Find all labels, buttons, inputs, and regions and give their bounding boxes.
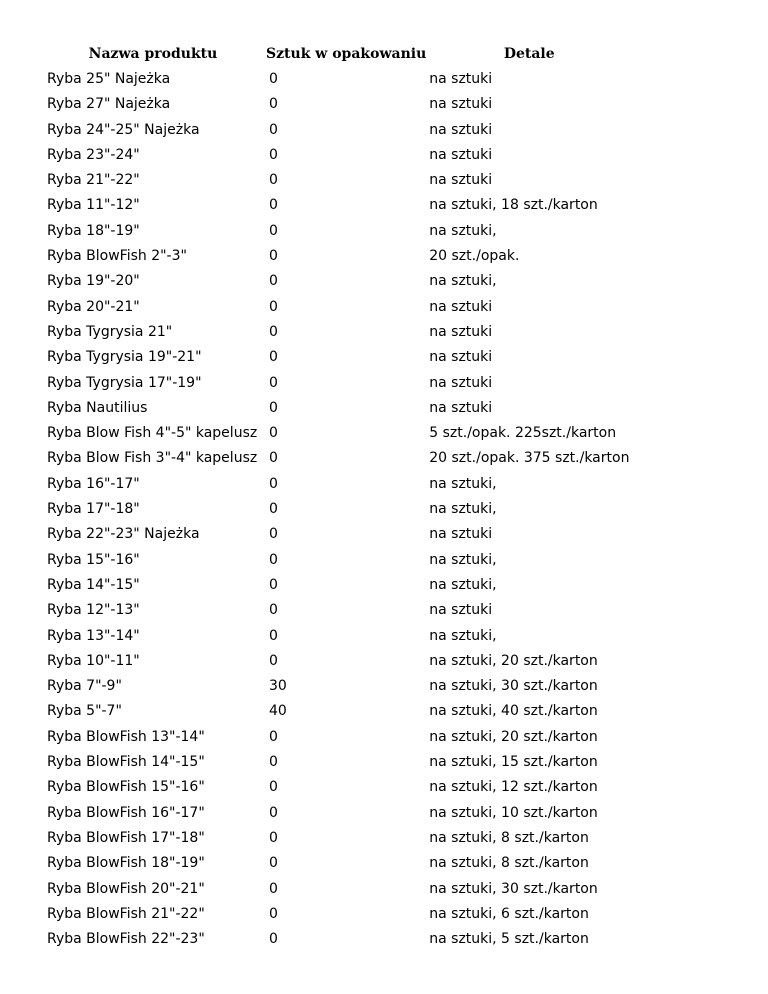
quantity-cell: 0 bbox=[269, 754, 278, 771]
quantity-cell: 0 bbox=[269, 425, 278, 442]
quantity-cell: 0 bbox=[269, 71, 278, 87]
product-name-cell: Ryba 7"-9" bbox=[47, 678, 122, 695]
table-row bbox=[44, 295, 686, 320]
quantity-cell: 0 bbox=[269, 501, 278, 518]
product-name-cell: Ryba 15"-16" bbox=[47, 551, 140, 568]
details-cell: na sztuki, bbox=[429, 627, 497, 644]
quantity-cell: 0 bbox=[269, 551, 278, 568]
table-row bbox=[44, 472, 686, 497]
product-table bbox=[44, 42, 686, 952]
details-cell: na sztuki bbox=[429, 121, 493, 138]
product-name-cell: Ryba Tygrysia 21" bbox=[47, 323, 173, 340]
quantity-cell: 0 bbox=[269, 475, 278, 492]
table-row bbox=[44, 598, 686, 623]
quantity-cell: 0 bbox=[269, 779, 278, 796]
column-header-details: Detale bbox=[503, 46, 555, 62]
quantity-cell: 0 bbox=[269, 804, 278, 821]
quantity-cell: 0 bbox=[269, 248, 278, 265]
product-name-cell: Ryba 25" Najeżka bbox=[47, 71, 171, 87]
details-cell: na sztuki, bbox=[429, 551, 497, 568]
details-cell: 20 szt./opak. bbox=[429, 248, 520, 265]
details-cell: na sztuki bbox=[429, 602, 493, 619]
details-cell: na sztuki, 15 szt./karton bbox=[429, 754, 598, 771]
details-cell: na sztuki bbox=[429, 349, 493, 366]
quantity-cell: 0 bbox=[269, 222, 278, 239]
quantity-cell: 0 bbox=[269, 526, 278, 543]
table-row bbox=[44, 775, 686, 800]
details-cell: na sztuki bbox=[429, 374, 493, 391]
product-name-cell: Ryba 22"-23" Najeżka bbox=[47, 526, 200, 543]
column-header-quantity: Sztuk w opakowaniu bbox=[266, 46, 427, 62]
quantity-cell: 0 bbox=[269, 146, 278, 163]
product-name-cell: Ryba BlowFish 14"-15" bbox=[47, 754, 205, 771]
product-name-cell: Ryba BlowFish 16"-17" bbox=[47, 804, 205, 821]
quantity-cell: 0 bbox=[269, 602, 278, 619]
table-row bbox=[44, 143, 686, 168]
product-name-cell: Ryba 14"-15" bbox=[47, 576, 140, 593]
table-row bbox=[44, 446, 686, 471]
quantity-cell: 0 bbox=[269, 905, 278, 922]
details-cell: 5 szt./opak. 225szt./karton bbox=[429, 425, 617, 442]
product-name-cell: Ryba 20"-21" bbox=[47, 298, 140, 315]
product-name-cell: Ryba 19"-20" bbox=[47, 273, 140, 290]
quantity-cell: 0 bbox=[269, 374, 278, 391]
product-name-cell: Ryba BlowFish 20"-21" bbox=[47, 880, 205, 897]
table-row bbox=[44, 851, 686, 876]
quantity-cell: 0 bbox=[269, 627, 278, 644]
table-row bbox=[44, 877, 686, 902]
quantity-cell: 0 bbox=[269, 298, 278, 315]
table-row bbox=[44, 371, 686, 396]
product-name-cell: Ryba 10"-11" bbox=[47, 652, 140, 669]
table-row bbox=[44, 396, 686, 421]
product-name-cell: Ryba 21"-22" bbox=[47, 172, 140, 189]
quantity-cell: 0 bbox=[269, 450, 278, 467]
details-cell: na sztuki, 18 szt./karton bbox=[429, 197, 598, 214]
product-name-cell: Ryba 23"-24" bbox=[47, 146, 140, 163]
details-cell: na sztuki, bbox=[429, 475, 497, 492]
product-name-cell: Ryba 18"-19" bbox=[47, 222, 140, 239]
product-name-cell: Ryba BlowFish 21"-22" bbox=[47, 905, 205, 922]
product-name-cell: Ryba BlowFish 2"-3" bbox=[47, 248, 187, 265]
table-row bbox=[44, 92, 686, 117]
table-row bbox=[44, 244, 686, 269]
product-name-cell: Ryba BlowFish 13"-14" bbox=[47, 728, 205, 745]
product-name-cell: Ryba 12"-13" bbox=[47, 602, 140, 619]
quantity-cell: 0 bbox=[269, 880, 278, 897]
quantity-cell: 0 bbox=[269, 829, 278, 846]
quantity-cell: 0 bbox=[269, 931, 278, 948]
details-cell: na sztuki, bbox=[429, 576, 497, 593]
product-name-cell: Ryba 13"-14" bbox=[47, 627, 140, 644]
product-name-cell: Ryba Blow Fish 3"-4" kapelusz bbox=[47, 450, 258, 467]
details-cell: na sztuki, 5 szt./karton bbox=[429, 931, 589, 948]
table-row bbox=[44, 649, 686, 674]
product-name-cell: Ryba Blow Fish 4"-5" kapelusz bbox=[47, 425, 258, 442]
details-cell: na sztuki, bbox=[429, 501, 497, 518]
table-row bbox=[44, 801, 686, 826]
product-name-cell: Ryba Nautilius bbox=[47, 399, 148, 416]
product-name-cell: Ryba 16"-17" bbox=[47, 475, 140, 492]
details-cell: na sztuki, 20 szt./karton bbox=[429, 728, 598, 745]
details-cell: na sztuki bbox=[429, 323, 493, 340]
details-cell: na sztuki, 40 szt./karton bbox=[429, 703, 598, 720]
quantity-cell: 40 bbox=[269, 703, 287, 720]
table-row bbox=[44, 320, 686, 345]
details-cell: na sztuki, 8 szt./karton bbox=[429, 829, 589, 846]
product-name-cell: Ryba Tygrysia 19"-21" bbox=[47, 349, 202, 366]
details-cell: na sztuki, 8 szt./karton bbox=[429, 855, 589, 872]
table-row bbox=[44, 548, 686, 573]
details-cell: na sztuki bbox=[429, 526, 493, 543]
quantity-cell: 0 bbox=[269, 172, 278, 189]
product-name-cell: Ryba 11"-12" bbox=[47, 197, 140, 214]
details-cell: na sztuki, 30 szt./karton bbox=[429, 880, 598, 897]
table-row bbox=[44, 168, 686, 193]
quantity-cell: 0 bbox=[269, 349, 278, 366]
quantity-cell: 0 bbox=[269, 323, 278, 340]
quantity-cell: 30 bbox=[269, 678, 287, 695]
table-row bbox=[44, 118, 686, 143]
details-cell: na sztuki, bbox=[429, 273, 497, 290]
column-header-product-name: Nazwa produktu bbox=[88, 46, 218, 62]
quantity-cell: 0 bbox=[269, 728, 278, 745]
quantity-cell: 0 bbox=[269, 121, 278, 138]
table-row bbox=[44, 725, 686, 750]
details-cell: na sztuki bbox=[429, 96, 493, 113]
table-row bbox=[44, 750, 686, 775]
table-header bbox=[44, 42, 686, 67]
table-row bbox=[44, 497, 686, 522]
quantity-cell: 0 bbox=[269, 273, 278, 290]
product-name-cell: Ryba 24"-25" Najeżka bbox=[47, 121, 200, 138]
table-row bbox=[44, 826, 686, 851]
quantity-cell: 0 bbox=[269, 96, 278, 113]
details-cell: na sztuki, 20 szt./karton bbox=[429, 652, 598, 669]
quantity-cell: 0 bbox=[269, 652, 278, 669]
product-name-cell: Ryba Tygrysia 17"-19" bbox=[47, 374, 202, 391]
quantity-cell: 0 bbox=[269, 576, 278, 593]
details-cell: 20 szt./opak. 375 szt./karton bbox=[429, 450, 630, 467]
details-cell: na sztuki bbox=[429, 172, 493, 189]
quantity-cell: 0 bbox=[269, 197, 278, 214]
details-cell: na sztuki, 30 szt./karton bbox=[429, 678, 598, 695]
table-row bbox=[44, 699, 686, 724]
product-name-cell: Ryba BlowFish 22"-23" bbox=[47, 931, 205, 948]
product-name-cell: Ryba 5"-7" bbox=[47, 703, 122, 720]
table-row bbox=[44, 67, 686, 92]
product-name-cell: Ryba 27" Najeżka bbox=[47, 96, 171, 113]
product-name-cell: Ryba BlowFish 18"-19" bbox=[47, 855, 205, 872]
table-row bbox=[44, 522, 686, 547]
details-cell: na sztuki bbox=[429, 71, 493, 87]
table-row bbox=[44, 674, 686, 699]
product-name-cell: Ryba 17"-18" bbox=[47, 501, 140, 518]
table-row bbox=[44, 927, 686, 952]
product-name-cell: Ryba BlowFish 17"-18" bbox=[47, 829, 205, 846]
table-row bbox=[44, 219, 686, 244]
details-cell: na sztuki bbox=[429, 399, 493, 416]
table-row bbox=[44, 902, 686, 927]
details-cell: na sztuki bbox=[429, 146, 493, 163]
details-cell: na sztuki bbox=[429, 298, 493, 315]
table-row bbox=[44, 573, 686, 598]
header-row bbox=[44, 42, 686, 67]
quantity-cell: 0 bbox=[269, 855, 278, 872]
table-row bbox=[44, 269, 686, 294]
details-cell: na sztuki, 6 szt./karton bbox=[429, 905, 589, 922]
table-row bbox=[44, 624, 686, 649]
table-row bbox=[44, 345, 686, 370]
details-cell: na sztuki, bbox=[429, 222, 497, 239]
details-cell: na sztuki, 10 szt./karton bbox=[429, 804, 598, 821]
table-row bbox=[44, 193, 686, 218]
quantity-cell: 0 bbox=[269, 399, 278, 416]
details-cell: na sztuki, 12 szt./karton bbox=[429, 779, 598, 796]
table-row bbox=[44, 421, 686, 446]
table-body bbox=[44, 67, 686, 952]
product-name-cell: Ryba BlowFish 15"-16" bbox=[47, 779, 205, 796]
